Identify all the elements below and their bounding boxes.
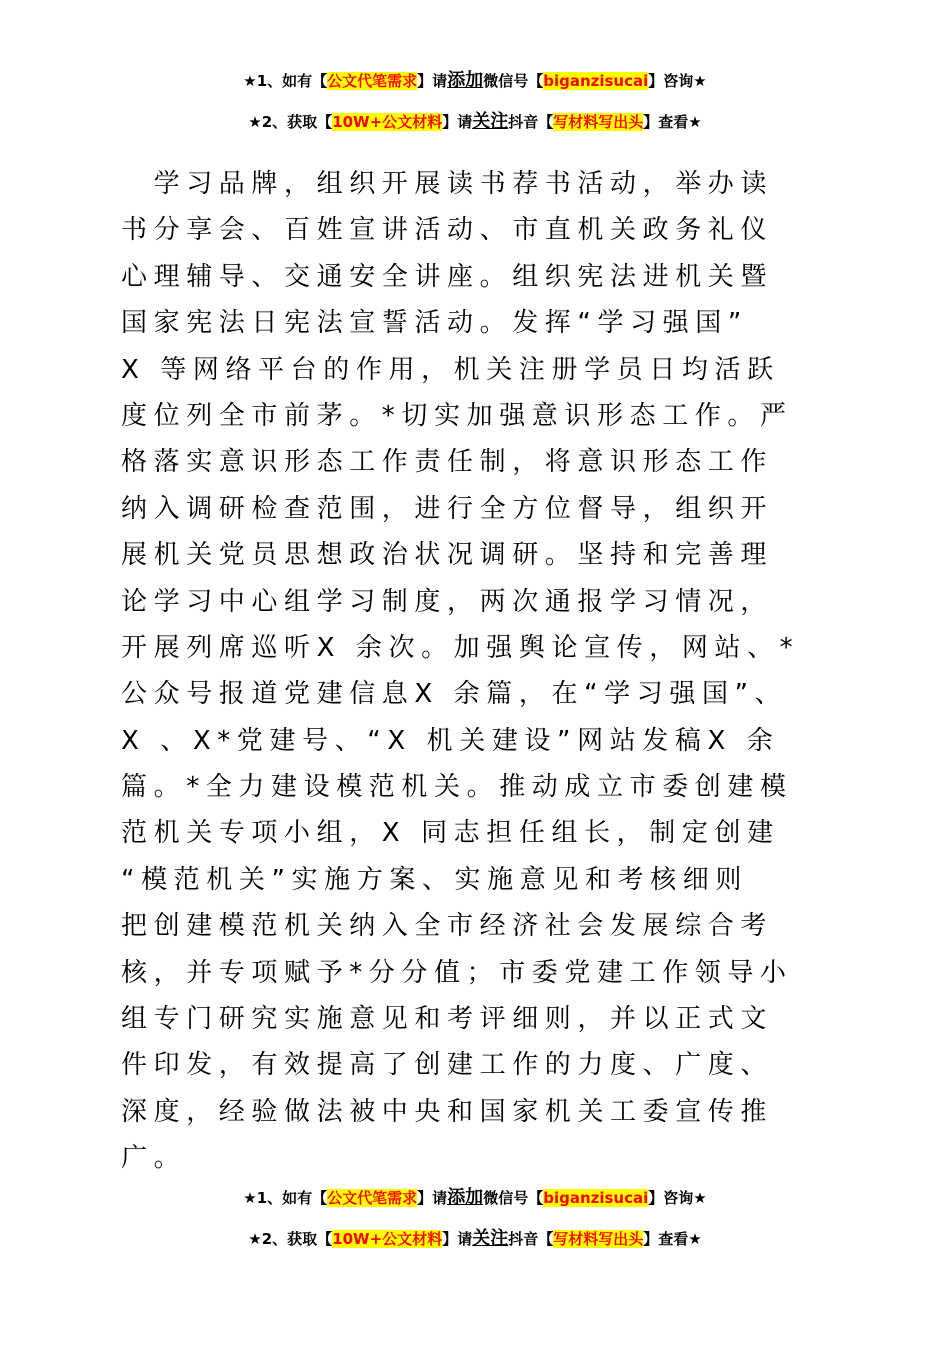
body-line: 核，并专项赋予*分分值；市委党建工作领导小 <box>121 957 793 988</box>
promo-text: 】请 <box>442 113 473 131</box>
promo-highlight-materials: 10W+公文材料 <box>332 113 443 131</box>
promo-emphasis: 关注 <box>472 1228 509 1249</box>
body-line: 心理辅导、交通安全讲座。组织宪法进机关暨 <box>121 261 774 292</box>
body-line: 纳入调研检查范围，进行全方位督导，组织开 <box>121 493 774 524</box>
body-line: 格落实意识形态工作责任制，将意识形态工作 <box>121 447 774 478</box>
promo-prefix: ★2、获取【 <box>248 113 333 131</box>
promo-highlight-douyin-account: 写材料写出头 <box>553 113 644 131</box>
body-line: 书分享会、百姓宣讲活动、市直机关政务礼仪 <box>121 215 774 246</box>
body-line: 学习品牌，组织开展读书荐书活动，举办读 <box>121 169 774 199</box>
body-line: X 等网络平台的作用，机关注册学员日均活跃 <box>121 354 780 385</box>
promo-suffix: 】咨询★ <box>648 72 707 90</box>
promo-highlight-douyin-account: 写材料写出头 <box>553 1230 644 1248</box>
body-line: 篇。*全力建设模范机关。推动成立市委创建模 <box>121 772 793 803</box>
promo-prefix: ★2、获取【 <box>248 1230 333 1248</box>
body-line: 组专门研究实施意见和考评细则，并以正式文 <box>121 1004 774 1035</box>
body-line: 论学习中心组学习制度，两次通报学习情况， <box>121 586 774 617</box>
promo-suffix: 】查看★ <box>643 1230 702 1248</box>
promo-text: 抖音【 <box>508 1230 554 1248</box>
promo-emphasis: 添加 <box>447 70 484 91</box>
body-line: 件印发，有效提高了创建工作的力度、广度、 <box>121 1050 774 1081</box>
body-line: 开展列席巡听X 余次。加强舆论宣传，网站、* <box>121 632 800 663</box>
promo-suffix: 】查看★ <box>643 113 702 131</box>
promo-text: 】请 <box>417 1189 448 1207</box>
promo-text: 微信号【 <box>483 1189 544 1207</box>
header-promo-line-1 <box>0 70 950 92</box>
promo-highlight-wechat-id: biganzisucai <box>543 1189 649 1207</box>
promo-text: 】请 <box>442 1230 473 1248</box>
promo-prefix: ★1、如有【 <box>243 1189 328 1207</box>
promo-text: 】请 <box>417 72 448 90</box>
promo-prefix: ★1、如有【 <box>243 72 328 90</box>
body-line: 展机关党员思想政治状况调研。坚持和完善理 <box>121 540 774 571</box>
promo-text: 微信号【 <box>483 72 544 90</box>
body-line: 深度，经验做法被中央和国家机关工委宣传推 <box>121 1096 774 1127</box>
body-line: 把创建模范机关纳入全市经济社会发展综合考 <box>121 911 774 942</box>
body-line: 度位列全市前茅。*切实加强意识形态工作。严 <box>121 400 793 431</box>
promo-highlight-service: 公文代笔需求 <box>327 1189 418 1207</box>
promo-text: 抖音【 <box>508 113 554 131</box>
body-line: 公众号报道党建信息X 余篇，在“学习强国”、 <box>121 679 788 710</box>
footer-promo-line-1 <box>0 1187 950 1209</box>
body-line: X 、X*党建号、“X 机关建设”网站发稿X 余 <box>121 725 780 756</box>
body-line: 广。 <box>121 1143 187 1174</box>
body-line: 国家宪法日宪法宣誓活动。发挥“学习强国” <box>121 308 748 339</box>
promo-emphasis: 添加 <box>447 1187 484 1208</box>
promo-highlight-wechat-id: biganzisucai <box>543 72 649 90</box>
promo-highlight-service: 公文代笔需求 <box>327 72 418 90</box>
body-line: “模范机关”实施方案、实施意见和考核细则 <box>121 864 748 895</box>
body-line: 范机关专项小组，X 同志担任组长，制定创建 <box>121 818 780 849</box>
promo-highlight-materials: 10W+公文材料 <box>332 1230 443 1248</box>
promo-suffix: 】咨询★ <box>648 1189 707 1207</box>
footer-promo-line-2 <box>0 1228 950 1250</box>
header-promo-line-2 <box>0 111 950 133</box>
body-paragraph <box>121 161 841 1182</box>
promo-emphasis: 关注 <box>472 111 509 132</box>
